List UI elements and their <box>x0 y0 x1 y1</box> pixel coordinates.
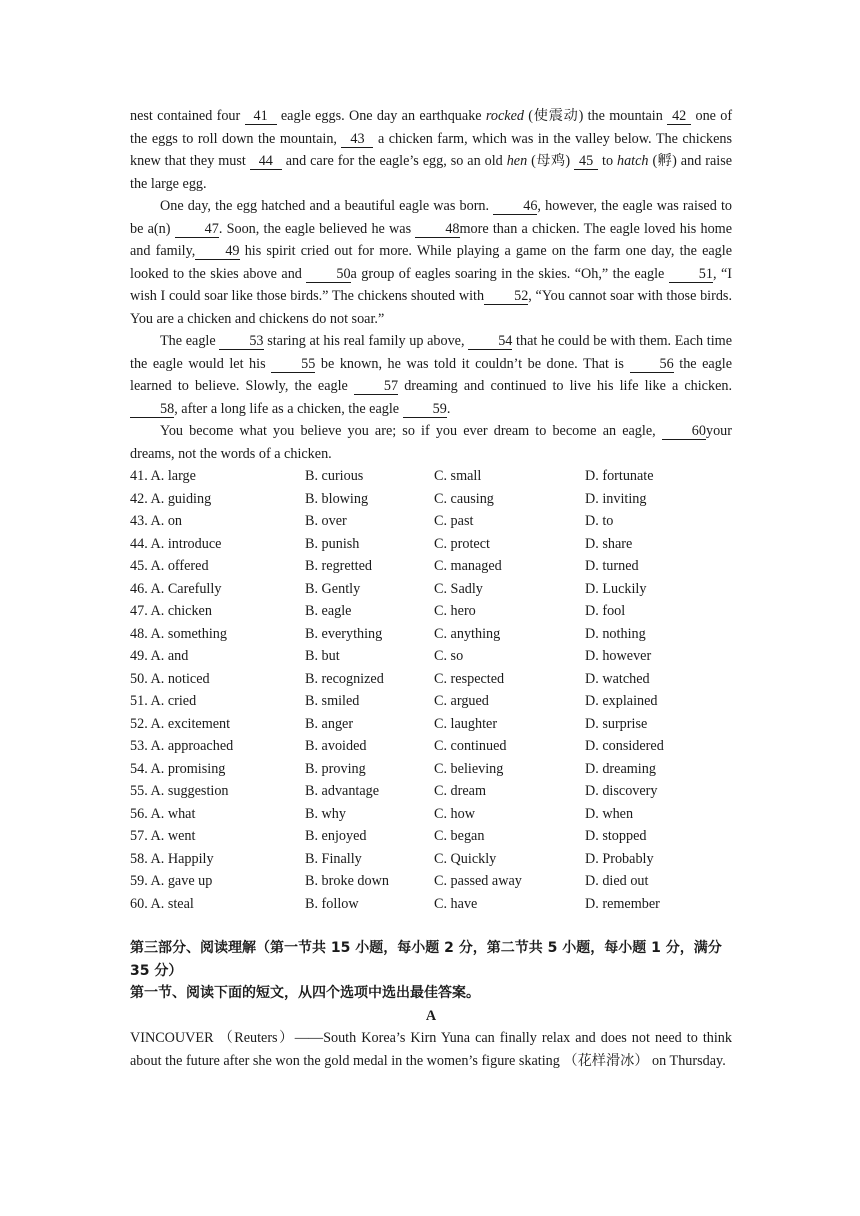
text: be known, he was told it couldn’t be done. That is <box>320 355 624 372</box>
option-a: 60. A. steal <box>130 895 194 912</box>
option-d: D. however <box>585 648 652 664</box>
option-d: D. Luckily <box>585 580 647 597</box>
option-d: D. remember <box>585 895 660 912</box>
option-row <box>130 803 732 826</box>
paragraph-3 <box>130 330 732 420</box>
text: . <box>446 400 451 417</box>
option-d: D. fortunate <box>585 468 654 484</box>
blank-43: 43 <box>341 131 373 148</box>
option-a: 57. A. went <box>130 828 196 844</box>
text: (使震动) the mountain <box>528 108 663 124</box>
blank-57: 57 <box>354 378 398 395</box>
option-row <box>130 848 732 871</box>
option-b: B. Gently <box>305 580 361 597</box>
option-row <box>130 510 732 533</box>
option-c: C. have <box>434 895 478 912</box>
option-d: D. turned <box>585 558 639 574</box>
option-b: B. Finally <box>305 850 362 867</box>
option-c: C. so <box>434 648 464 664</box>
option-row <box>130 758 732 781</box>
option-row <box>130 690 732 713</box>
paragraph-1 <box>130 105 732 195</box>
text: , after a long life as a chicken, the eagle <box>174 400 400 417</box>
blank-47: 47 <box>175 221 219 238</box>
option-row <box>130 488 732 511</box>
option-row <box>130 600 732 623</box>
option-c: C. believing <box>434 760 504 777</box>
blank-45: 45 <box>574 153 598 170</box>
option-row <box>130 735 732 758</box>
option-c: C. Sadly <box>434 580 483 597</box>
option-a: 55. A. suggestion <box>130 783 229 799</box>
option-c: C. dream <box>434 783 487 799</box>
option-d: D. dreaming <box>585 760 656 777</box>
option-a: 44. A. introduce <box>130 535 222 552</box>
blank-59: 59 <box>403 401 447 418</box>
option-a: 58. A. Happily <box>130 850 214 867</box>
option-a: 56. A. what <box>130 805 196 822</box>
option-d: D. watched <box>585 670 650 687</box>
blank-44: 44 <box>250 153 282 170</box>
text: more than a chicken. The eagle loved his home and family, <box>130 220 733 259</box>
option-d: D. died out <box>585 873 649 889</box>
italic-word: rocked <box>485 108 524 124</box>
text: your dreams, not the words of a chicken. <box>130 423 732 462</box>
option-b: B. why <box>305 805 346 822</box>
text: (孵) and raise the large egg. <box>130 153 733 192</box>
passage-letter: A <box>425 1007 437 1024</box>
blank-52: 52 <box>484 288 528 305</box>
option-a: 54. A. promising <box>130 760 226 777</box>
text: to <box>602 153 614 169</box>
option-c: C. laughter <box>434 715 498 732</box>
option-row <box>130 825 732 848</box>
option-b: B. curious <box>305 468 364 484</box>
text: . Soon, the eagle believed he was <box>218 220 412 237</box>
blank-46: 46 <box>493 198 537 215</box>
option-row <box>130 893 732 916</box>
blank-55: 55 <box>271 356 315 373</box>
blank-50: 50 <box>306 266 350 283</box>
option-row <box>130 870 732 893</box>
option-c: C. Quickly <box>434 850 497 867</box>
option-c: C. managed <box>434 558 502 574</box>
option-b: B. proving <box>305 760 366 777</box>
option-b: B. anger <box>305 715 354 732</box>
option-b: B. over <box>305 513 347 529</box>
text: one of the eggs to roll down the mountain, <box>130 108 733 147</box>
option-b: B. enjoyed <box>305 828 367 844</box>
option-a: 42. A. guiding <box>130 490 212 507</box>
paragraph-4 <box>130 420 732 465</box>
option-c: C. causing <box>434 490 494 507</box>
text: a group of eagles soaring in the skies. “Oh,” the eagle <box>350 265 665 282</box>
text: (母鸡) <box>531 153 571 169</box>
option-b: B. regretted <box>305 558 372 574</box>
option-a: 59. A. gave up <box>130 873 213 889</box>
text: You become what you believe you are; so if you ever dream to become an eagle, <box>160 423 656 439</box>
option-c: C. small <box>434 468 482 484</box>
document-page <box>130 105 732 1072</box>
option-d: D. nothing <box>585 625 646 642</box>
blank-48: 48 <box>415 221 459 238</box>
option-b: B. recognized <box>305 670 384 687</box>
italic-word: hen <box>506 153 528 169</box>
option-a: 51. A. cried <box>130 693 197 709</box>
option-b: B. advantage <box>305 783 380 799</box>
text: dreaming and continued to live his life like a chicken. <box>404 378 733 394</box>
option-c: C. continued <box>434 738 507 754</box>
option-a: 52. A. excitement <box>130 715 231 732</box>
option-a: 53. A. approached <box>130 738 234 754</box>
text: that he could be with them. Each time the eagle would let his <box>130 333 733 372</box>
option-c: C. hero <box>434 603 476 619</box>
blank-42: 42 <box>667 108 691 125</box>
options-list <box>130 465 732 915</box>
option-row <box>130 623 732 646</box>
text: , “I wish I could soar like those birds.” The chickens shouted with <box>130 265 732 304</box>
text: eagle eggs. One day an earthquake <box>280 108 482 124</box>
option-b: B. everything <box>305 625 383 642</box>
section-heading: 第三部分、阅读理解（第一节共 15 小题，每小题 2 分，第二节共 5 小题，每小题 1 分，满分 35 分） <box>130 940 722 979</box>
option-c: C. protect <box>434 535 490 552</box>
text: his spirit cried out for more. While playing a game on the farm one day, the eagle looked to the skies above and <box>130 243 732 282</box>
option-b: B. punish <box>305 535 360 552</box>
text: One day, the egg hatched and a beautiful eagle was born. <box>160 198 490 214</box>
option-row <box>130 668 732 691</box>
option-a: 50. A. noticed <box>130 670 210 687</box>
option-d: D. when <box>585 805 634 822</box>
blank-53: 53 <box>219 333 263 350</box>
option-a: 41. A. large <box>130 468 196 484</box>
paragraph-2 <box>130 195 732 330</box>
option-d: D. discovery <box>585 783 658 799</box>
option-b: B. but <box>305 648 340 664</box>
option-b: B. avoided <box>305 738 367 754</box>
blank-56: 56 <box>630 356 674 373</box>
blank-41: 41 <box>245 108 277 125</box>
text: nest contained four <box>130 108 241 124</box>
option-a: 45. A. offered <box>130 558 209 574</box>
option-c: C. anything <box>434 625 501 642</box>
blank-51: 51 <box>669 266 713 283</box>
option-c: C. how <box>434 805 475 822</box>
option-d: D. Probably <box>585 850 654 867</box>
option-row <box>130 713 732 736</box>
option-b: B. blowing <box>305 490 369 507</box>
option-b: B. broke down <box>305 873 389 889</box>
option-d: D. explained <box>585 693 658 709</box>
blank-49: 49 <box>195 243 239 260</box>
option-row <box>130 465 732 488</box>
option-b: B. smiled <box>305 693 360 709</box>
italic-word: hatch <box>616 153 649 169</box>
option-c: C. past <box>434 513 474 529</box>
option-d: D. fool <box>585 603 626 619</box>
option-d: D. inviting <box>585 490 647 507</box>
option-row <box>130 645 732 668</box>
option-a: 43. A. on <box>130 513 183 529</box>
option-d: D. considered <box>585 738 664 754</box>
text: , however, the eagle was raised to be a(n) <box>130 198 733 237</box>
section-subheading: 第一节、阅读下面的短文，从四个选项中选出最佳答案。 <box>130 985 480 1001</box>
text: , “You cannot soar with those birds. You are a chicken and chickens do not soar.” <box>130 288 733 327</box>
text: a chicken farm, which was in the valley below. The chickens knew that they must <box>130 130 732 169</box>
text: and care for the eagle’s egg, so an old <box>285 153 503 169</box>
option-a: 49. A. and <box>130 648 189 664</box>
option-row <box>130 578 732 601</box>
option-a: 46. A. Carefully <box>130 580 222 597</box>
option-d: D. to <box>585 513 614 529</box>
option-row <box>130 780 732 803</box>
option-c: C. passed away <box>434 873 522 889</box>
blank-54: 54 <box>468 333 512 350</box>
reading-passage-text: VINCOUVER （Reuters）——South Korea’s Kirn Yuna can finally relax and does not need to think about the future after she won the gold medal in the women’s figure skating （花样滑冰） on Thursday. <box>130 1030 732 1069</box>
option-row <box>130 555 732 578</box>
text: the eagle learned to believe. Slowly, the eagle <box>130 355 733 394</box>
text: The eagle <box>160 333 216 349</box>
option-a: 47. A. chicken <box>130 603 212 619</box>
text: staring at his real family up above, <box>267 333 465 349</box>
option-c: C. respected <box>434 670 505 687</box>
option-d: D. share <box>585 535 633 552</box>
option-row <box>130 533 732 556</box>
option-b: B. eagle <box>305 603 352 619</box>
option-d: D. surprise <box>585 715 648 732</box>
blank-60: 60 <box>662 423 706 440</box>
option-c: C. argued <box>434 693 489 709</box>
option-c: C. began <box>434 828 485 844</box>
option-a: 48. A. something <box>130 625 227 642</box>
option-b: B. follow <box>305 895 359 912</box>
blank-58: 58 <box>130 401 174 418</box>
option-d: D. stopped <box>585 828 647 844</box>
